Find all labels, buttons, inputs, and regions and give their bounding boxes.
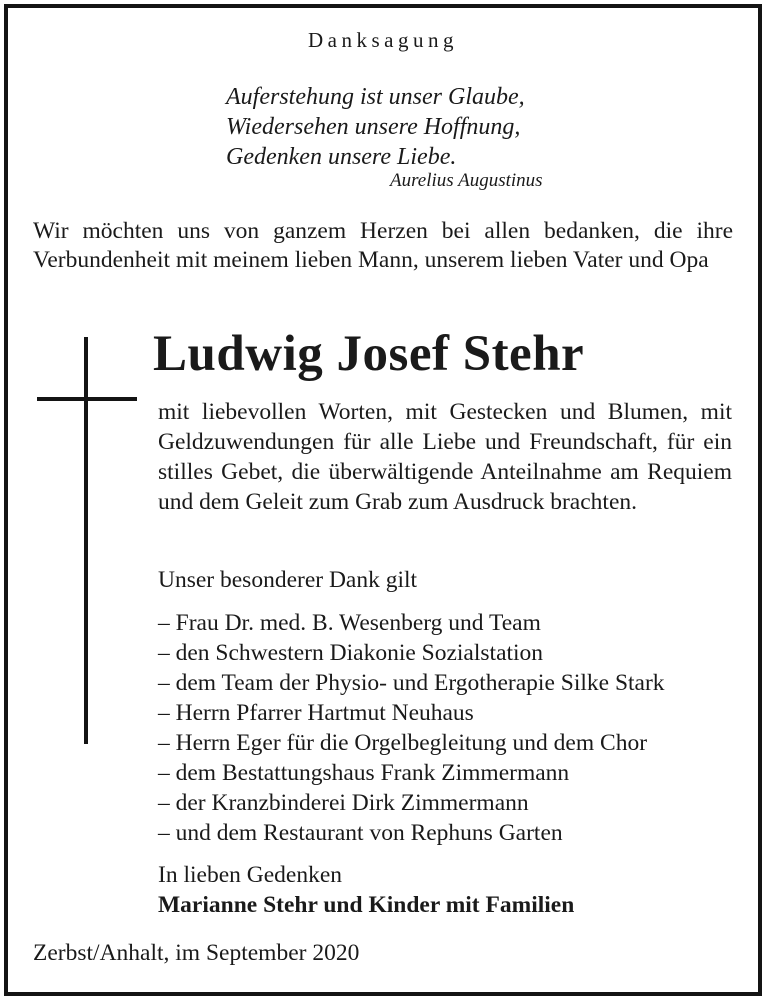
thanks-intro: Unser besonderer Dank gilt (158, 567, 418, 593)
list-item: – dem Bestattungshaus Frank Zimmermann (158, 760, 570, 786)
list-item: – Herrn Eger für die Orgelbegleitung und dem Chor (158, 730, 648, 756)
quote-line-3: Gedenken unsere Liebe. (226, 144, 457, 170)
cross-icon-bar (37, 397, 137, 401)
list-item: – und dem Restaurant von Rephuns Garten (158, 820, 563, 846)
family-signature: Marianne Stehr und Kinder mit Familien (158, 892, 575, 918)
quote-line-1: Auferstehung ist unser Glaube, (226, 84, 525, 110)
thanks-list (158, 608, 665, 848)
intro-paragraph: Wir möchten uns von ganzem Herzen bei allen bedanken, die ihre Verbundenheit mit meinem lieben Mann, unserem lieben Vater und Opa (33, 218, 733, 273)
deceased-name: Ludwig Josef Stehr (153, 326, 585, 382)
list-item: – Frau Dr. med. B. Wesenberg und Team (158, 610, 541, 636)
quote-block (226, 82, 525, 172)
list-item: – dem Team der Physio- und Ergotherapie Silke Stark (158, 670, 665, 696)
quote-line-2: Wiedersehen unsere Hoffnung, (226, 114, 521, 140)
notice-heading: Danksagung (308, 28, 458, 52)
list-item: – der Kranzbinderei Dirk Zimmermann (158, 790, 529, 816)
quote-author: Aurelius Augustinus (390, 170, 543, 191)
list-item: – Herrn Pfarrer Hartmut Neuhaus (158, 700, 474, 726)
place-date: Zerbst/Anhalt, im September 2020 (33, 940, 360, 966)
thanks-paragraph: mit liebevollen Worten, mit Gestecken und Blumen, mit Geldzuwendungen für alle Liebe und Freundschaft, für ein stilles Gebet, die überwältigende Anteilnahme am Requiem und dem Geleit zum Grab zum Ausdruck brachten. (158, 399, 732, 515)
memory-line: In lieben Gedenken (158, 862, 343, 888)
list-item: – den Schwestern Diakonie Sozialstation (158, 640, 544, 666)
